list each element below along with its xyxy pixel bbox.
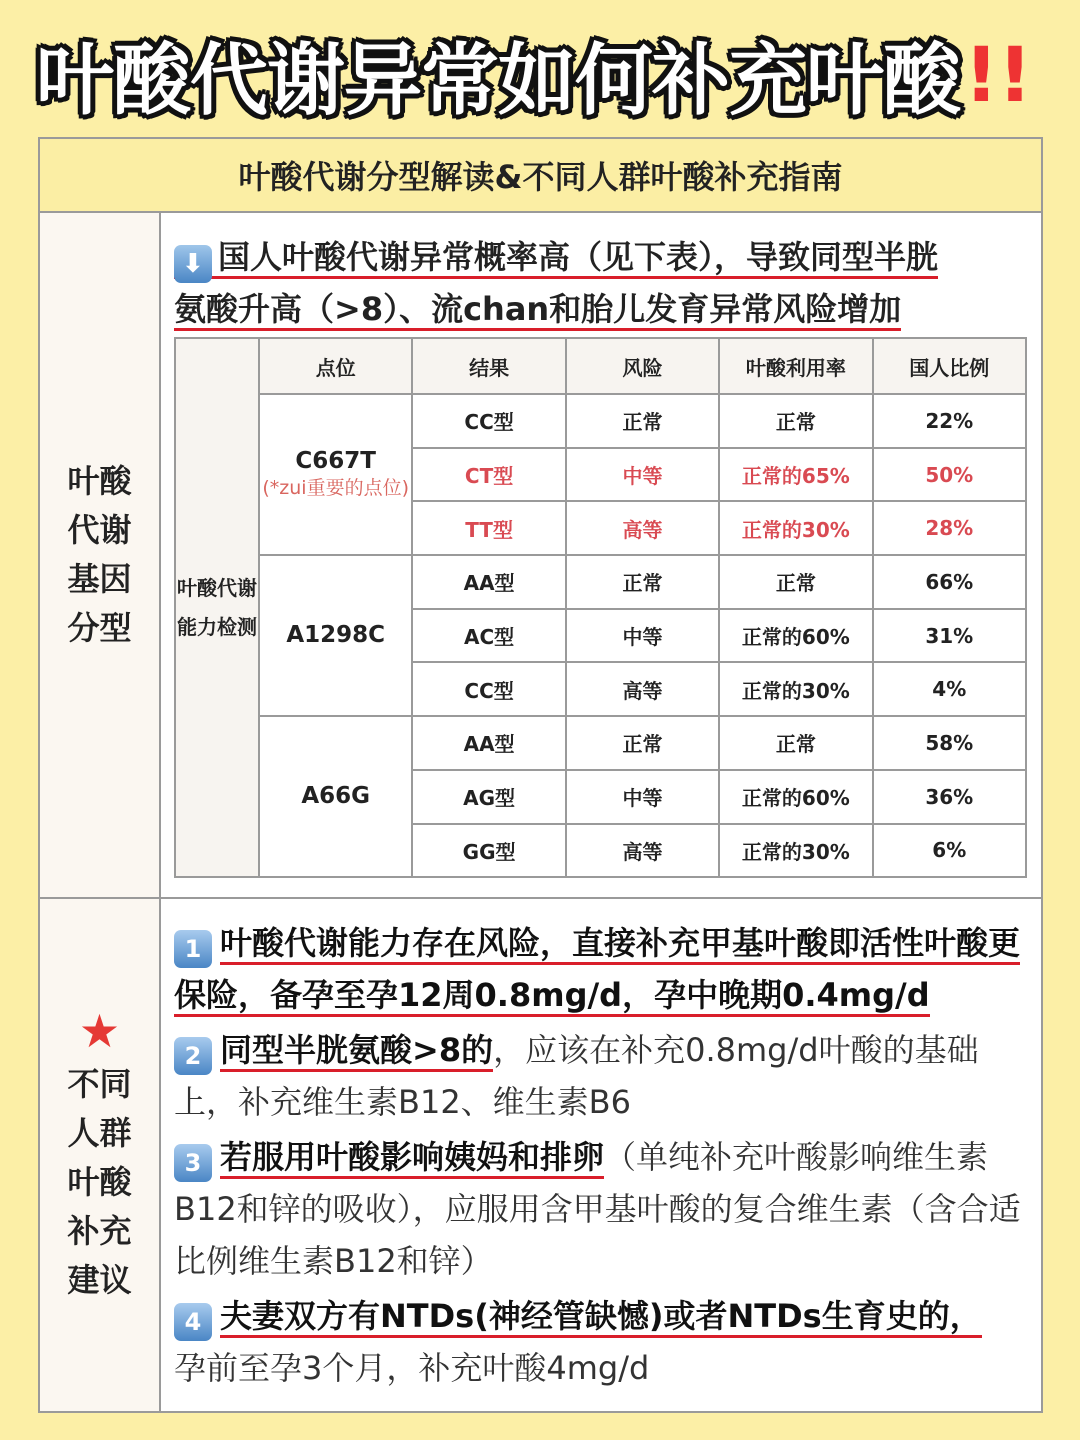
- rate-cell: 正常: [719, 555, 872, 609]
- locus-cell: [259, 394, 412, 555]
- rate-cell: 正常的65%: [719, 448, 872, 502]
- card-subtitle: 叶酸代谢分型解读&不同人群叶酸补充指南: [40, 139, 1041, 213]
- advice-list: [174, 917, 1036, 1397]
- result-cell: CT型: [412, 448, 565, 502]
- column-header: 结果: [412, 338, 565, 394]
- risk-cell: 高等: [566, 662, 719, 716]
- advice-label-column: [40, 899, 161, 1411]
- risk-cell: 中等: [566, 770, 719, 824]
- rate-cell: 正常: [719, 716, 872, 770]
- result-cell: GG型: [412, 824, 565, 878]
- genotype-intro: [174, 231, 1036, 335]
- risk-cell: 高等: [566, 501, 719, 555]
- risk-cell: 正常: [566, 394, 719, 448]
- rate-cell: 正常的30%: [719, 501, 872, 555]
- page-title: [36, 20, 1066, 128]
- ratio-cell: 4%: [873, 662, 1026, 716]
- gene-table: [174, 337, 1027, 878]
- result-cell: CC型: [412, 662, 565, 716]
- advice-item: [174, 1131, 1036, 1287]
- ratio-cell: 58%: [873, 716, 1026, 770]
- intro-line-2: 氨酸升高（>8）、流chan和胎儿发育异常风险增加: [174, 290, 901, 331]
- rate-cell: 正常的60%: [719, 609, 872, 663]
- ratio-cell: 6%: [873, 824, 1026, 878]
- result-cell: AA型: [412, 716, 565, 770]
- star-icon: ★: [78, 1003, 121, 1058]
- ratio-cell: 31%: [873, 609, 1026, 663]
- number-4-icon: 4: [174, 1303, 212, 1341]
- advice-item: [174, 917, 1036, 1021]
- rate-cell: 正常: [719, 394, 872, 448]
- advice-item: [174, 1024, 1036, 1128]
- risk-cell: 正常: [566, 716, 719, 770]
- genotype-label-column: [40, 213, 161, 897]
- genotype-section-label: 叶酸代谢基因分型: [67, 462, 132, 647]
- advice-section-label: 不同人群叶酸补充建议: [67, 1064, 132, 1299]
- ratio-cell: 36%: [873, 770, 1026, 824]
- ratio-cell: 22%: [873, 394, 1026, 448]
- risk-cell: 高等: [566, 824, 719, 878]
- advice-text: 孕前至孕3个月，补充叶酸4mg/d: [174, 1349, 650, 1387]
- table-row-caption: 叶酸代谢能力检测: [175, 338, 259, 877]
- table-row: [175, 394, 1026, 448]
- risk-cell: 正常: [566, 555, 719, 609]
- rate-cell: 正常的30%: [719, 824, 872, 878]
- table-row: [175, 555, 1026, 609]
- advice-text: ，应该在补充0.8mg/d叶酸的基础上，补充维生素B12、维生素B6: [174, 1031, 979, 1121]
- ratio-cell: 28%: [873, 501, 1026, 555]
- ratio-cell: 50%: [873, 448, 1026, 502]
- locus-name: C667T: [295, 448, 376, 475]
- advice-text: （单纯补充叶酸影响维生素B12和锌的吸收），应服用含甲基叶酸的复合维生素（含合适比例维生素B12和锌）: [174, 1138, 1021, 1280]
- locus-name: A66G: [301, 783, 371, 810]
- result-cell: AC型: [412, 609, 565, 663]
- ratio-cell: 66%: [873, 555, 1026, 609]
- locus-note: (*zui重要的点位): [262, 477, 409, 500]
- guide-card: [38, 137, 1043, 1413]
- number-2-icon: 2: [174, 1037, 212, 1075]
- table-row: [175, 716, 1026, 770]
- locus-name: A1298C: [286, 622, 386, 649]
- column-header: 国人比例: [873, 338, 1026, 394]
- advice-section: [40, 899, 1041, 1411]
- locus-cell: [259, 555, 412, 716]
- advice-bold-text: 夫妻双方有NTDs(神经管缺憾)或者NTDs生育史的，: [220, 1297, 982, 1338]
- exclamation-icon: !!: [964, 29, 1032, 119]
- title-text: 叶酸代谢异常如何补充叶酸: [36, 36, 961, 126]
- number-3-icon: 3: [174, 1144, 212, 1182]
- advice-item: [174, 1290, 1036, 1394]
- risk-cell: 中等: [566, 448, 719, 502]
- column-header: 点位: [259, 338, 412, 394]
- down-arrow-icon: ⬇: [174, 245, 212, 283]
- locus-cell: [259, 716, 412, 877]
- rate-cell: 正常的30%: [719, 662, 872, 716]
- result-cell: CC型: [412, 394, 565, 448]
- result-cell: AA型: [412, 555, 565, 609]
- intro-line-1: 国人叶酸代谢异常概率高（见下表），导致同型半胱: [218, 238, 939, 276]
- advice-bold-text: 叶酸代谢能力存在风险，直接补充甲基叶酸即活性叶酸更保险，备孕至孕12周0.8mg/d，孕中晚期0.4mg/d: [174, 924, 1020, 1017]
- result-cell: TT型: [412, 501, 565, 555]
- advice-bold-text: 若服用叶酸影响姨妈和排卵: [220, 1138, 604, 1179]
- number-1-icon: 1: [174, 930, 212, 968]
- rate-cell: 正常的60%: [719, 770, 872, 824]
- column-header: 风险: [566, 338, 719, 394]
- result-cell: AG型: [412, 770, 565, 824]
- advice-bold-text: 同型半胱氨酸>8的: [220, 1031, 493, 1072]
- genotype-section: [40, 213, 1041, 899]
- column-header: 叶酸利用率: [719, 338, 872, 394]
- risk-cell: 中等: [566, 609, 719, 663]
